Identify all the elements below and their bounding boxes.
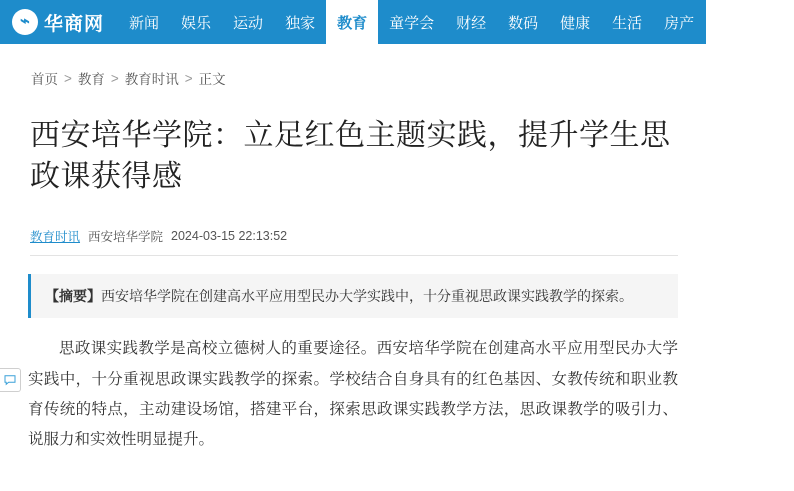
swoosh-logo-icon: ⌁ bbox=[12, 9, 38, 35]
breadcrumb-separator: > bbox=[64, 70, 72, 86]
nav-item-education[interactable]: 教育 bbox=[326, 0, 378, 44]
breadcrumb bbox=[28, 44, 678, 88]
breadcrumb-separator: > bbox=[110, 70, 119, 86]
top-navigation-bar bbox=[0, 0, 784, 44]
article-category-link[interactable]: 教育时讯 bbox=[30, 230, 81, 244]
nav-item-finance[interactable]: 财经 bbox=[456, 14, 487, 32]
abstract-label: 【摘要】 bbox=[45, 288, 101, 304]
nav-item-entertainment[interactable]: 娱乐 bbox=[181, 14, 212, 32]
breadcrumb-item-current: 正文 bbox=[198, 72, 226, 87]
nav-item-government[interactable]: 政企 bbox=[716, 14, 747, 32]
abstract-text: 西安培华学院在创建高水平应用型民办大学实践中，十分重视思政课实践教学的探索。 bbox=[101, 288, 633, 304]
article-meta bbox=[30, 227, 678, 256]
nav-item-city[interactable]: 城 bbox=[768, 14, 784, 32]
nav-item-health[interactable]: 健康 bbox=[560, 14, 591, 32]
nav-item-kids-club[interactable]: 童学会 bbox=[389, 14, 435, 32]
nav-item-life[interactable]: 生活 bbox=[612, 14, 643, 32]
article-source: 西安培华学院 bbox=[88, 230, 164, 244]
article-page bbox=[0, 44, 706, 455]
article-timestamp: 2024-03-15 22:13:52 bbox=[171, 229, 288, 243]
nav-item-sports[interactable]: 运动 bbox=[233, 14, 264, 32]
nav-item-news[interactable]: 新闻 bbox=[129, 14, 160, 32]
site-brand[interactable] bbox=[0, 0, 118, 44]
nav-item-realestate[interactable]: 房产 bbox=[664, 14, 695, 32]
breadcrumb-item-education-news[interactable]: 教育时讯 bbox=[124, 72, 179, 87]
comment-bubble-icon[interactable] bbox=[0, 368, 21, 392]
breadcrumb-separator: > bbox=[184, 70, 193, 86]
article-abstract bbox=[28, 274, 678, 318]
breadcrumb-item-home[interactable]: 首页 bbox=[31, 72, 58, 87]
nav-item-list bbox=[118, 0, 794, 44]
nav-item-digital[interactable]: 数码 bbox=[508, 14, 539, 32]
breadcrumb-item-education[interactable]: 教育 bbox=[77, 72, 105, 87]
site-brand-name: 华商网 bbox=[44, 13, 105, 35]
page-title: 西安培华学院：立足红色主题实践，提升学生思政课获得感 bbox=[30, 119, 671, 193]
nav-item-exclusive[interactable]: 独家 bbox=[285, 14, 316, 32]
article-body-paragraph: 思政课实践教学是高校立德树人的重要途径。西安培华学院在创建高水平应用型民办大学实践中，十分重视思政课实践教学的探索。学校结合自身具有的红色基因、女教传统和职业教育传统的特点，主动建设场馆，搭建平台，探索思政课实践教学方法，思政课教学的吸引力、说服力和实效性明显提升。 bbox=[28, 340, 678, 449]
